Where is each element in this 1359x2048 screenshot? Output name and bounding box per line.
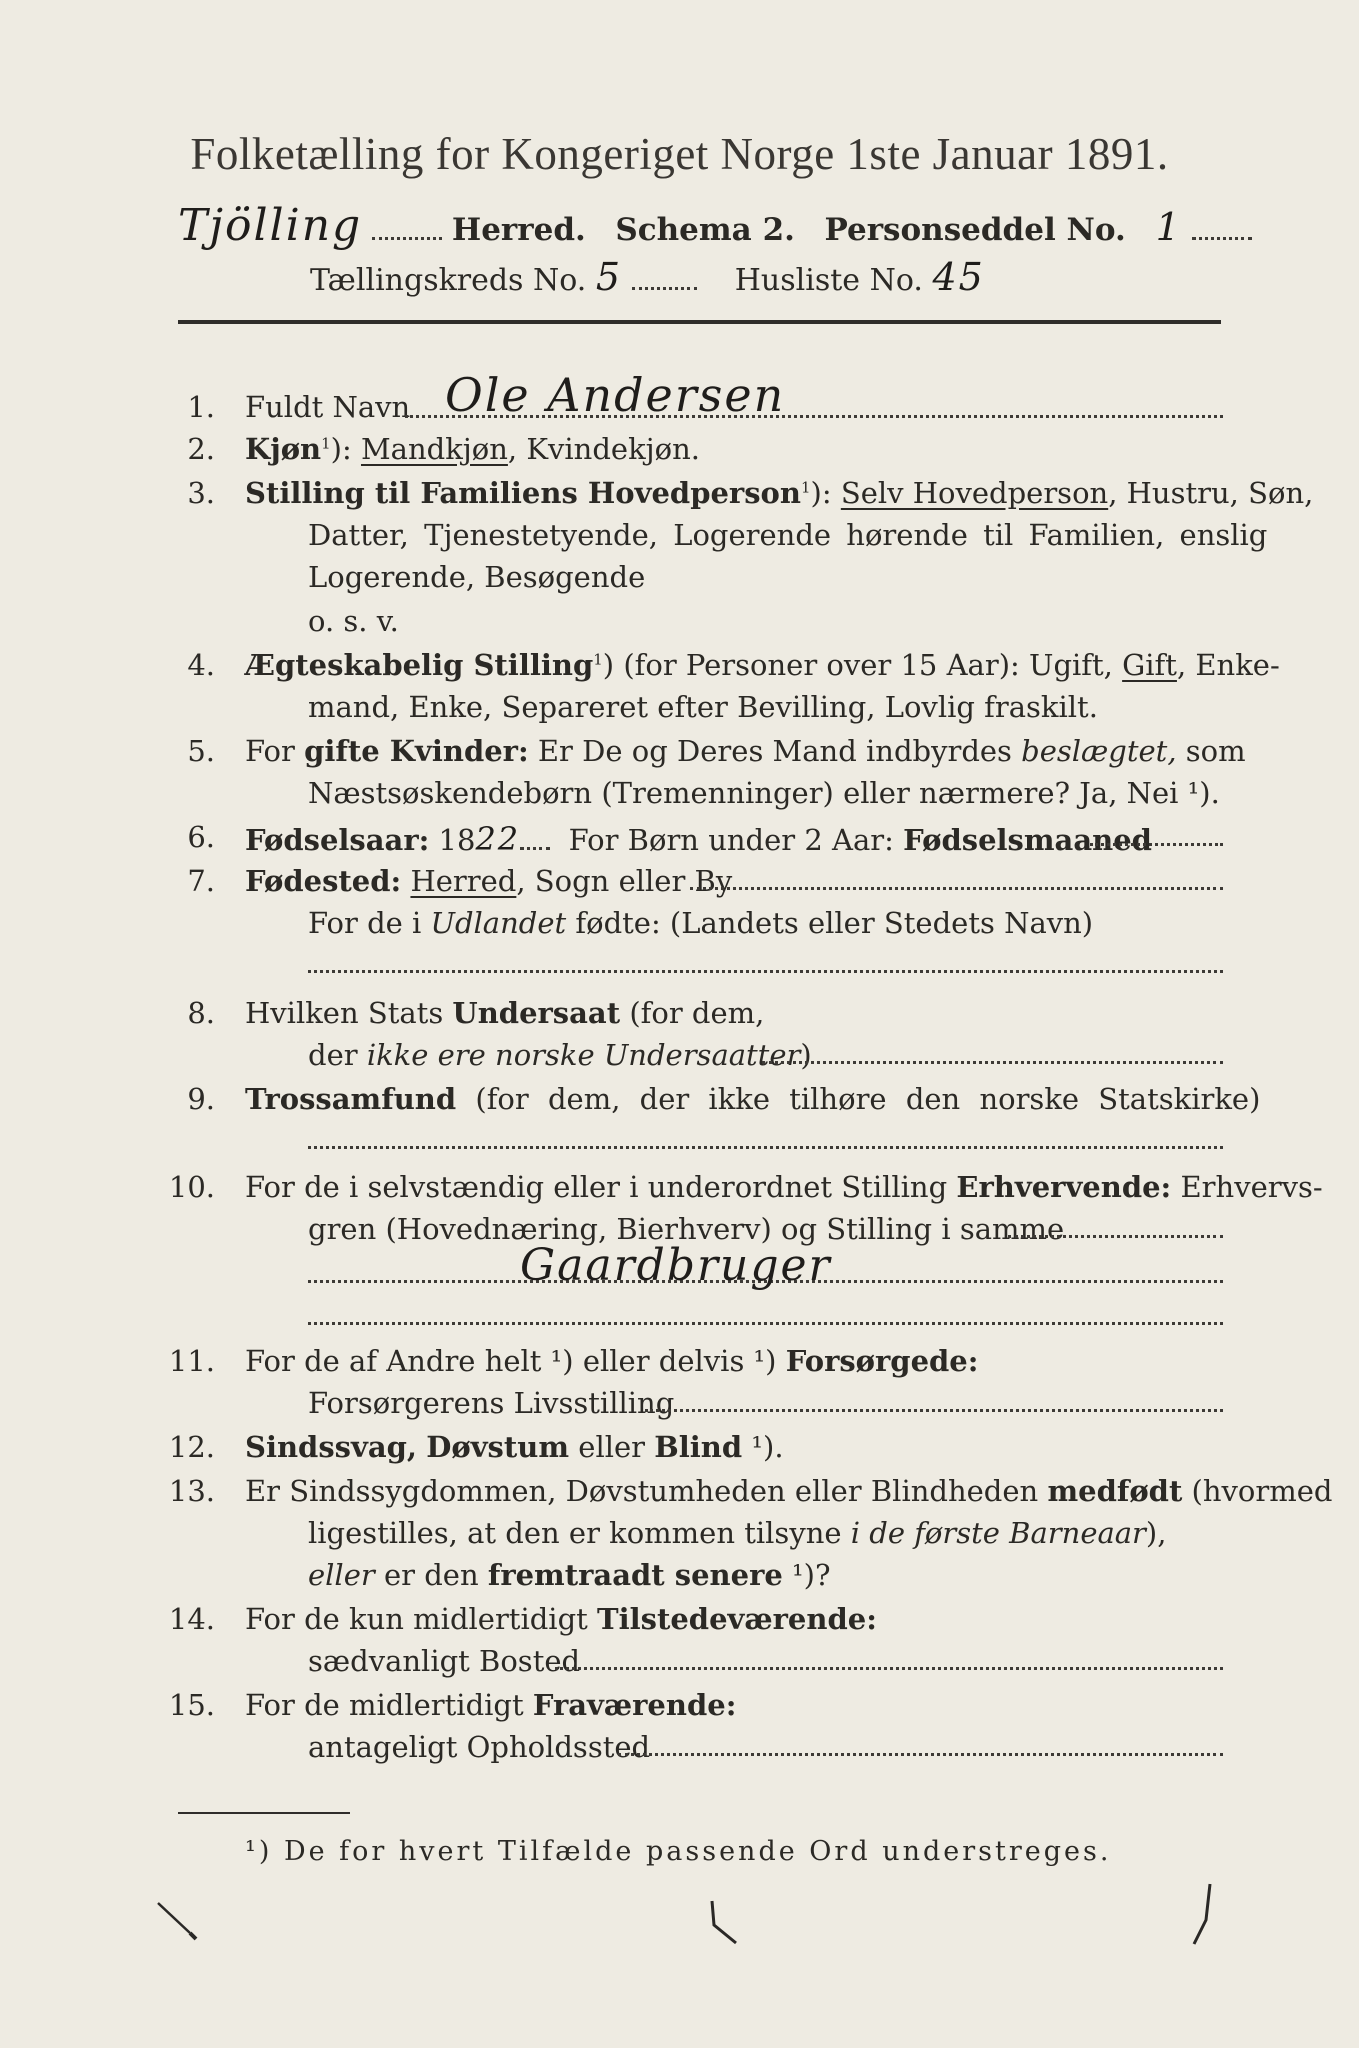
q2-number: 2. [187,432,215,466]
q10-line2: gren (Hovednæring, Bierhverv) og Stilling i samme [308,1212,1065,1246]
q11-number: 11. [168,1344,215,1378]
q10-fill-line [1008,1235,1223,1238]
husliste-label: Husliste No. [734,263,923,298]
q9-fill-line [308,1146,1223,1149]
q3-line4: o. s. v. [308,604,399,638]
q5-text: For gifte Kvinder: Er De og Deres Mand indbyrdes beslægtet, som [245,734,1246,768]
q8-text: Hvilken Stats Undersaat (for dem, [245,996,765,1030]
q14-number: 14. [168,1602,215,1636]
q15-line2: antageligt Opholdssted [308,1730,651,1764]
q9-number: 9. [187,1082,215,1116]
herred-value: Tjölling [178,200,363,251]
kreds-label: Tællingskreds No. [310,263,587,298]
q4-selected-option: Gift [1122,648,1177,682]
q12-text: Sindssvag, Døvstum eller Blind ¹). [245,1430,784,1464]
q7-fill-line-2 [308,970,1223,973]
q3-number: 3. [187,476,215,510]
q7-text: Fødested: Herred, Sogn eller By [245,864,733,898]
personseddel-label: Personseddel No. [824,212,1126,248]
q14-line2: sædvanligt Bosted [308,1644,581,1678]
q10-number: 10. [168,1170,215,1204]
q13-line2: ligestilles, at den er kommen tilsyne i de første Barneaar), [308,1516,1167,1550]
kreds-value: 5 [595,255,623,299]
q2-text: Kjøn$^1$): Mandkjøn, Kvindekjøn. [245,432,701,466]
q6-number: 6. [187,820,215,854]
q1-name-value: Ole Andersen [445,368,786,422]
q6-text: Fødselsaar: 1822 For Børn under 2 Aar: Fødselsmaaned [245,820,1152,858]
q9-text: Trossamfund (for dem, der ikke tilhøre den norske Statskirke) [245,1082,1261,1116]
q3-text: Stilling til Familiens Hovedperson$^1$): Selv Hovedperson, Hustru, Søn, [245,476,1314,510]
q10-occupation-value: Gaardbruger [520,1240,832,1291]
q7-line2: For de i Udlandet fødte: (Landets eller Stedets Navn) [308,906,1094,940]
q7-fill-line [690,887,1223,890]
q15-fill-line [618,1753,1223,1756]
q15-text: For de midlertidigt Fraværende: [245,1688,737,1722]
q10-fill-line-3 [308,1322,1223,1325]
q11-line2: Forsørgerens Livsstilling [308,1386,675,1420]
q7-selected-option: Herred [410,864,517,898]
q3-selected-option: Selv Hovedperson [840,476,1109,510]
schema-label: Schema 2. [615,212,795,248]
q6-year-value: 22 [475,820,521,858]
herred-line [178,200,1252,251]
husliste-value: 45 [932,255,985,299]
kreds-line [310,255,985,299]
q6-fill-line [1090,843,1223,846]
pencil-mark-left [150,1895,210,1955]
q5-line2: Næstsøskendebørn (Tremenninger) eller nærmere? Ja, Nei ¹). [308,776,1220,810]
q5-number: 5. [187,734,215,768]
q12-number: 12. [168,1430,215,1464]
q8-line2: der ikke ere norske Undersaatter) [308,1038,812,1072]
pencil-mark-right [1180,1880,1230,1960]
q4-line2: mand, Enke, Separeret efter Bevilling, Lovlig fraskilt. [308,690,1098,724]
q1-number: 1. [187,390,215,424]
q8-fill-line [762,1061,1223,1064]
pencil-mark-center [700,1895,760,1955]
q15-number: 15. [168,1688,215,1722]
q13-number: 13. [168,1474,215,1508]
q1-label: Fuldt Navn [245,390,411,424]
q14-text: For de kun midlertidigt Tilstedeværende: [245,1602,877,1636]
q8-number: 8. [187,996,215,1030]
form-title: Folketælling for Kongeriget Norge 1ste Januar 1891. [190,129,1169,179]
q3-line3: Logerende, Besøgende [308,560,646,594]
q3-line2: Datter, Tjenestetyende, Logerende hørende til Familien, enslig [308,518,1268,552]
q14-fill-line [555,1667,1223,1670]
q13-line3: eller er den fremtraadt senere ¹)? [308,1558,831,1592]
personseddel-value: 1 [1155,205,1182,249]
footnote: ¹) De for hvert Tilfælde passende Ord understreges. [245,1836,1112,1867]
header-rule [178,320,1221,324]
q4-text: Ægteskabelig Stilling$^1$) (for Personer over 15 Aar): Ugift, Gift, Enke- [245,648,1280,682]
footnote-rule [178,1812,350,1814]
q13-text: Er Sindssygdommen, Døvstumheden eller Blindheden medfødt (hvormed [245,1474,1333,1508]
q11-text: For de af Andre helt ¹) eller delvis ¹) Forsørgede: [245,1344,979,1378]
q10-text: For de i selvstændig eller i underordnet Stilling Erhvervende: Erhvervs- [245,1170,1323,1204]
q7-number: 7. [187,864,215,898]
q11-fill-line [645,1409,1223,1412]
herred-label: Herred. [451,212,586,248]
q2-selected-option: Mandkjøn [360,432,508,466]
q4-number: 4. [187,648,215,682]
